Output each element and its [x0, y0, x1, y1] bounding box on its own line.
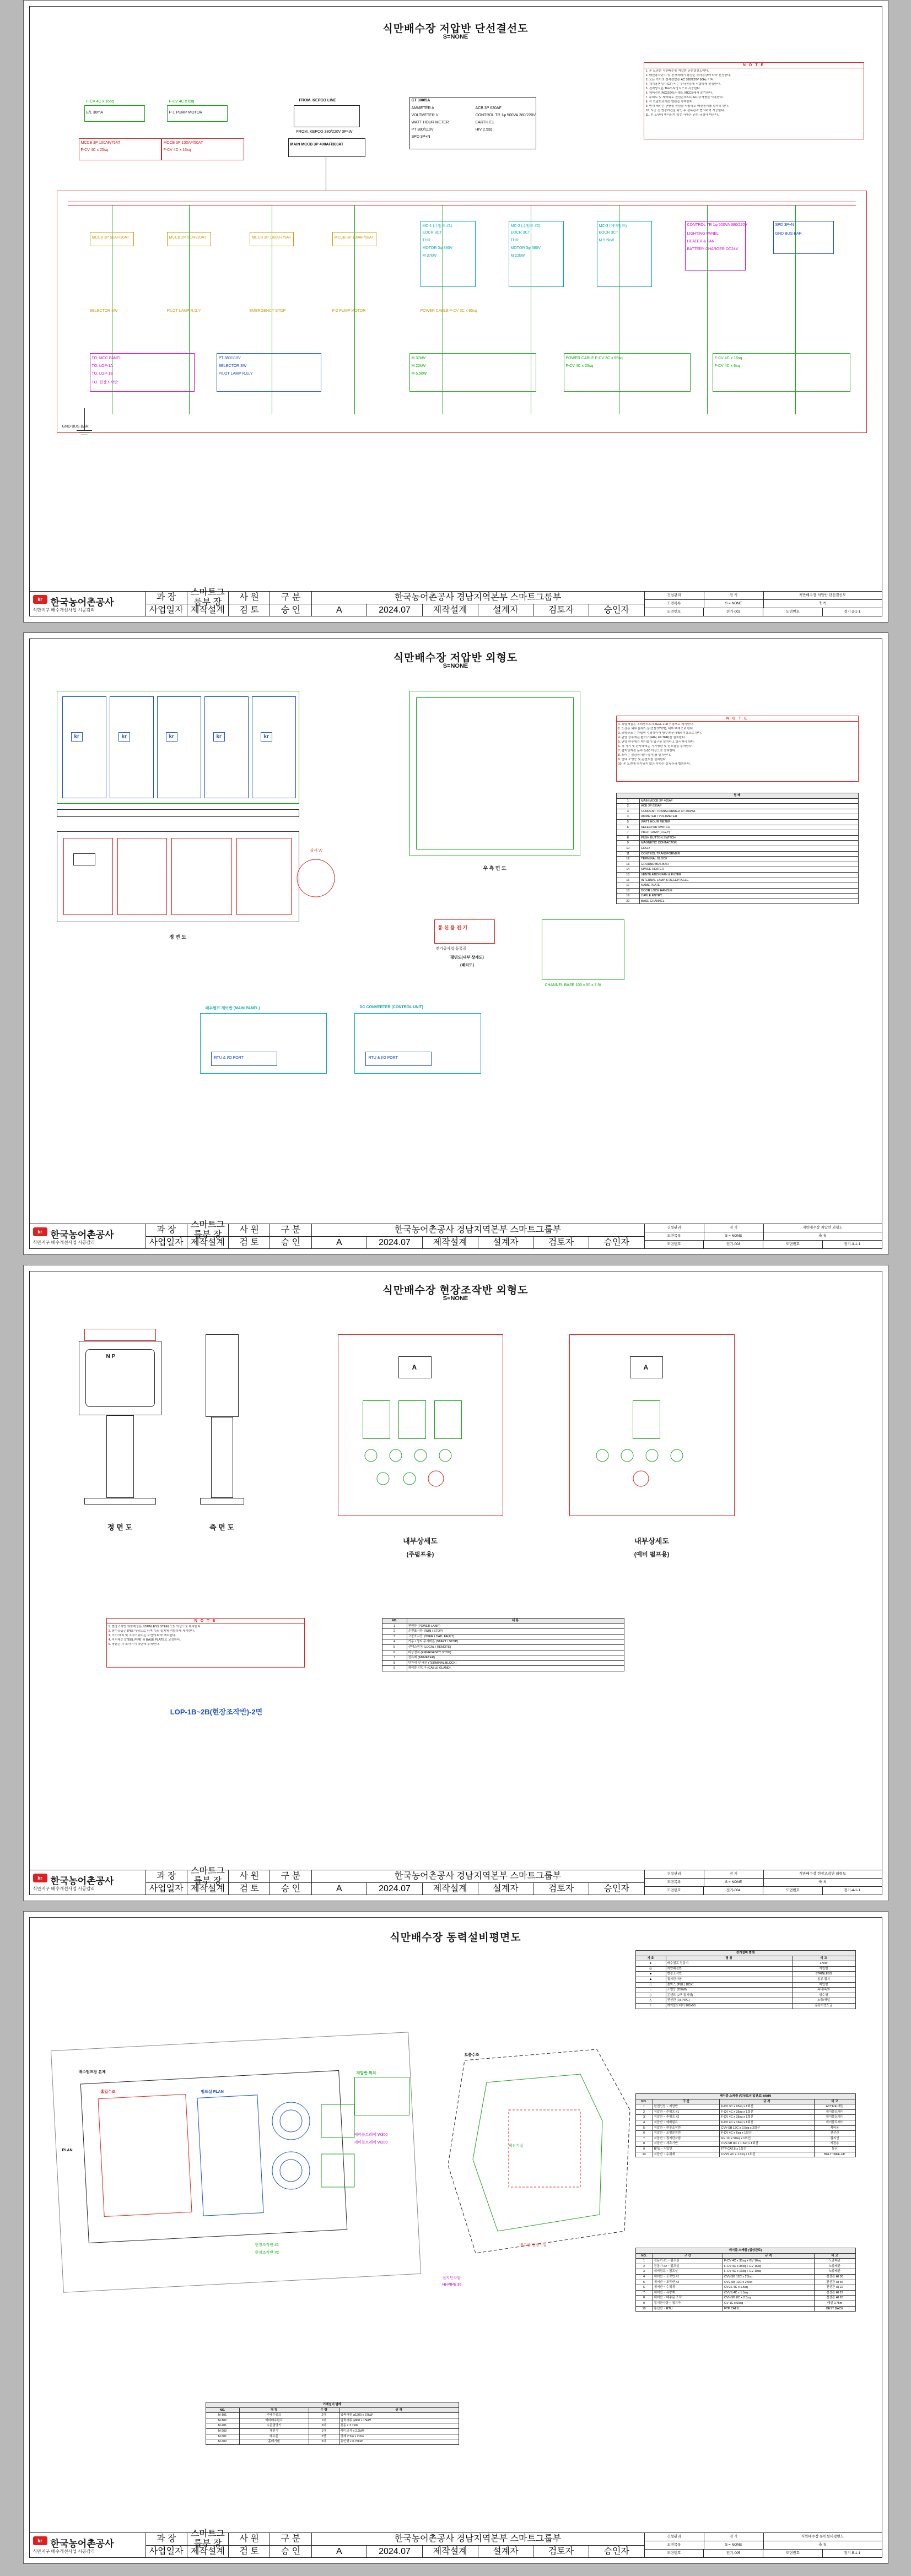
mechanical-legend-table: 기계설비 범례 NO. 명 칭 수 량 규 격 M-101 주배수펌프 2대 입축사류 φ1200 x 37kW M-102 예비배수펌프 1대 입축사류 φ800 x 15kW M-201 수문권양기 2대 전동 x 3.7kW M-202 제진기 1대 레이크식 x 2.2kW M-301 배수문 2면 강재 2.5m x 2.0m M-302 흡배기팬 2대 유인형 x 0.75kW: [206, 2402, 459, 2445]
note-box: N O T E 1. 본 도면은 식만배수장 저압반 단선결선도이다. 2. 배선용차단기 및 전자개폐기 용량은 부하용량에 따라 선정한다. 3. 모든 기기의 정격전압은 AC 380/220V 60Hz 이다. 4. 계기용변성기(CT) 비는 부하전류에 적합하게 선정한다. 5. 접지방식은 TN-C-S 방식으로 시공한다. 6. 제어전원(AC220V)은 별도 MCCB에서 분기한다. 7. 주회로 및 제어회로 전선은 KS C IEC 규격품을 사용한다. 8. 각 인출회로에는 명판을 부착한다. 9. 반내 배선은 난연성 전선을 사용하고 배선정리를 철저히 한다. 10. 시공 전 현장여건을 확인 후 감독관과 협의하여 시공한다. 11. 본 도면에 명시되지 않은 사항은 관련 규정에 따른다.: [644, 62, 864, 139]
approval-grid: 과 장 스마트그룹부 장 사 원 구 분 사업일자 제작설계 검 토 승 인: [146, 1224, 312, 1248]
side-view-body: [206, 1334, 239, 1417]
note-box: N O T E 1. 현장조작반 외함재질은 STAINLESS STEEL 1.5t 이상으로 제작한다. 2. 방수등급은 IP65 이상으로 하며 옥외 설치에 적합하게 제작한다. 3. 기기 배치 및 조작스위치는 도면에 따라 배치한다. 4. 지지대는 STEEL PIPE 및 BASE PLATE로 고정한다. 5. 명판은 각 조작기기 하단에 부착한다.: [106, 1618, 305, 1668]
drawing-info: 건설관리 전 기 식만배수장 현장조작반 외형도 도면목록 S = NONE 축 척 도면번호 전기-004 도면번호 경기-4-1-1: [645, 1870, 882, 1895]
pushbutton-row-main: [354, 1444, 498, 1505]
electrical-stamp: [434, 919, 495, 944]
kr-logo-mark: kr: [33, 2536, 47, 2545]
pump-room: [197, 2095, 263, 2216]
side-view-base: [200, 1498, 244, 1505]
page-title: 식만배수장 현장조작반 외형도: [382, 1285, 529, 1296]
note-box: N O T E 1. 외함재질은 옥외형으로 STEEL 2.3t 이상으로 제작한다. 2. 도장은 외부 분체도장(먼셀 5Y7/1), 내부 백색으로 한다. 3. 외함구조는 자립형 옥외형이며 방수/방진 IP54 이상으로 한다. 4. 판넬 상부에는 환기구(FAN, FILTER)를 설치한다. 5. 판넬 하부에는 케이블 인입구를 설치하고 방서처리 한다. 6. 각 기기 및 단자대에는 기기명판 및 번호찰을 부착한다. 7. 접지단자는 동바 6x50 이상으로 설치한다. 8. 도어는 잠금장치(키 방식)를 설치한다. 9. 반내 조명등 및 콘센트를 설치한다. 10. 본 도면에 명시되지 않은 사항은 감독관과 협의한다.: [616, 716, 859, 782]
page-subtitle: S=NONE: [443, 34, 468, 40]
page-title: 식만배수장 저압반 단선결선도: [382, 23, 529, 35]
electrical-legend-table: 전기설비 범례 기 호 명 칭 비 고 ● 배수펌프 전동기 37kW ◎ 저압배전반 자립형 ■ 현장조작반 STAINLESS ▲ 접지단자함 동봉 접지 □ 풀박스 (PULL BOX) 매입형 ○ 조명등 (250W) 옥내/옥외 ◇ 콘센트 (2구 접지형) 방수형 △ 전선관 (HI-PIPE) 노출/매입 ＋ 케이블트레이 100x50 용융아연도금: [635, 1950, 856, 2009]
approval-grid: 과 장 스마트그룹부 장 사 원 구 분 사업일자 제작설계 검 토 승 인: [146, 2533, 312, 2557]
dept-and-revision: 한국농어촌공사 경남지역본부 스마트그룹부 A 2024.07 제작설계 설계자 검토자 승인자: [312, 2533, 645, 2557]
bottom-detail-3: [409, 353, 536, 392]
front-view-stand: [106, 1415, 134, 1498]
front-view-door: [85, 1349, 155, 1407]
page-subtitle: S=NONE: [443, 1295, 468, 1302]
title-block: [29, 1220, 882, 1249]
indicator-column-main-1: [363, 1400, 390, 1439]
side-view-stand: [211, 1417, 233, 1498]
side-view-inner: [416, 697, 574, 849]
drawing-info: 건설관리 전 기 저만배수장 저압반 외형도 도면목록 S = NONE 축 척 도면번호 전기-003 도면번호 경기-3-1-1: [645, 1224, 882, 1248]
page-title: 식만배수장 동력설비평면도: [390, 1932, 521, 1944]
page-subtitle: S=NONE: [443, 663, 468, 669]
pushbutton-row-spare: [586, 1444, 729, 1505]
cubicle-4: [204, 696, 249, 798]
company-logo: kr 한국농어촌공사 식만지구 배수개선사업 시공감리: [30, 2533, 146, 2557]
plan-section-3: [171, 838, 232, 915]
detail-circle-marker: [283, 856, 349, 906]
company-logo: kr 한국농어촌공사 식만지구 배수개선사업 시공감리: [30, 592, 146, 616]
page-title: 식만배수장 저압반 외형도: [393, 652, 518, 664]
incoming-block: [294, 105, 360, 127]
cubicle-2: [110, 696, 154, 798]
cubicle-5: [252, 696, 296, 798]
front-view-base: [84, 1498, 156, 1505]
company-logo: kr 한국농어촌공사 식만지구 배수개선사업 시공감리: [30, 1224, 146, 1248]
drawing-info: 건설관리 전 기 저만배수장 저압반 단선결선도 도면목록 S = NONE 축 척 도면번호 전기-002 도면번호 경기-2-1-1: [645, 592, 882, 616]
cubicle-3: [157, 696, 201, 798]
lv-panel-location: [354, 2077, 409, 2115]
indicator-column-main-3: [434, 1400, 462, 1439]
meter-device: [73, 853, 95, 865]
legend-table: 범 례 1 MAIN MCCB 3P 400AF 2 ACB 3P 630AF 3 CURRENT TRANSFORMER CT 300/5A 4 AMMETER / VOLTMETER 5 WATT HOUR METER 6 SELECTOR SWITCH 7 PILOT LAMP (R,G,Y) 8 PUSH BUTTON SWITCH 9 MAGNETIC CONTACTOR 10 EOCR 11 CONTROL TRANSFORMER 12 TERMINAL BLOCK 13 GROUND BUS BAR 14 SPACE HEATER 15 VENTILATION FAN & FILTER 16 INTERNAL LAMP & RECEPTACLE 17 NAME PLATE 18 DOOR LOCK HANDLE 19 CABLE ENTRY 20 BASE CHANNEL: [616, 793, 859, 904]
front-view-top-cap: [84, 1329, 156, 1341]
note-list: 1. 현장조작반 외함재질은 STAINLESS STEEL 1.5t 이상으로 제작한다. 2. 방수등급은 IP65 이상으로 하며 옥외 설치에 적합하게 제작한다. 3. 기기 배치 및 조작스위치는 도면에 따라 배치한다. 4. 지지대는 STEEL PIPE 및 BASE PLATE로 고정한다. 5. 명판은 각 조작기기 하단에 부착한다.: [108, 1625, 202, 1646]
sheet-power-layout-plan: 식만배수장 동력설비평면도 전기설비 범례 기 호 명 칭 비 고 ● 배수펌프 전동기 37kW ◎ 저압배전반 자립형 ■ 현장조작반 STAINLESS ▲ 접지단자함 동봉 접지 □ 풀박스 (PULL BOX) 매입형 ○ 조명등 (250W) 옥내/옥외 ◇ 콘센트 (2구 접지형) 방수형 △ 전선관 (HI-PIPE) 노출/매입 ＋ 케이블트레이 100x50 용융아연도금 케이블 스케쥴 (입상로/인입관로)-MAIN NO. 구 간 규 격 비 고 1 한전인입 ~ 저압반 F-CV 3C x 95sq x 1회선 ACTIVE 매입 2 저압반 ~ 주펌프 #1 F-CV 4C x 35sq x 1회선 케이블트레이 3 저압반 ~ 주펌프 #2 F-CV 4C x 35sq x 1회선 케이블트레이 4 저압반 ~ 예비펌프 F-CV 4C x 16sq x 1회선 케이블트레이 5 저압반 ~ 현장조작반 CVV-SB 12C x 2.5sq x 2회선 제어용 6 저압반 ~ 조명분전반 F-CV 4C x 6sq x 1회선 전선관 7 저압반 ~ 접지단자함 GV 1C x 50sq x 1회선 접지선 8 저압반 ~ 계측기반 CVV-SB 8C x 1.5sq x 1회선 계장용 9 RTU ~ 저압반 FTP CAT.6 x 1회선 통신 10 저압반 ~ 수위계 CVVS 4C x 1.5sq x 1회선 BELT TAKE-UP 케이블 스케쥴 (입상관로) NO. 구 간 규 격 비 고 1 전동기 #1 ~ 펌프실 F-CV 4C x 35sq + GV 16sq 노출배관 2 전동기 #2 ~ 펌프실 F-CV 4C x 35sq + GV 16sq 노출배관 3 예비펌프 ~ 펌프실 F-CV 4C x 16sq + GV 10sq 노출배관 4 제어반 ~ 조작반 #1 CVV-SB 12C x 2.5sq 전선관 HI 36 5 제어반 ~ 조작반 #2 CVV-SB 12C x 2.5sq 전선관 HI 36 6 제어반 ~ 수위계 CVVS 4C x 1.5sq 전선관 HI 22 7 제어반 ~ 유량계 CVVS 4C x 1.5sq 전선관 HI 22 8 제어반 ~ 배수문 조작 CVV-SB 8C x 2.5sq 전선관 HI 28 9 접지단자함 ~ 접지극 GV 1C x 50sq 매설 0.75m 10 통신반 ~ RTU FTP CAT.6 BEST BACK 기계설비 범례 NO. 명 칭 수 량 규 격 M-101 주배수펌프 2대 입축사류 φ1200 x 37kW M-102 예비배수펌프 1대 입축사류 φ800 x 15kW M-201 수문권양기 2대 전동 x 3.7kW M-202 제진기 1대 레이크식 x 2.2kW M-301 배수문 2면 강재 2.5m x 2.0m M-302 흡배기팬 2대 유인형 x 0.75kW 저압반 위치 흡입수조 펌프실 PLAN 배수펌프장 본체 케이블트레이 W300 케이블트레이 W200 현장조작반 #1 현장조작반 #2 PLAN 토출수조 제진기실 배수문 권양기실 접지단자함 HI-PIPE 36 kr 한국농어촌공사 식만지구 배수개선사업 시공감리 과 장 스마트그룹부 장 사 원 구 분 사업일자 제작설계 검 토 승 인 한국농어촌공사 경남지역본부 스마트그룹부 A 2024.07 제작설계 설계자 검토자 승인자 건설관리 전 기 식만배수장 동력설비평면도 도면목록 S = NONE 축 척 도면번호 전기-005 도면번호 경기-5-1-1: [23, 1911, 888, 2564]
dept-and-revision: 한국농어촌공사 경남지역본부 스마트그룹부 A 2024.07 제작설계 설계자 검토자 승인자: [312, 1224, 645, 1248]
plan-section-2: [117, 838, 167, 915]
drawing-info: 건설관리 전 기 식만배수장 동력설비평면도 도면목록 S = NONE 축 척 도면번호 전기-005 도면번호 경기-5-1-1: [645, 2533, 882, 2557]
detail-a-box: [542, 919, 624, 980]
base-channel: [57, 809, 299, 817]
note-list: 1. 외함재질은 옥외형으로 STEEL 2.3t 이상으로 제작한다. 2. 도장은 외부 분체도장(먼셀 5Y7/1), 내부 백색으로 한다. 3. 외함구조는 자립형 옥외형이며 방수/방진 IP54 이상으로 한다. 4. 판넬 상부에는 환기구(FAN, FILTER)를 설치한다. 5. 판넬 하부에는 케이블 인입구를 설치하고 방서처리 한다. 6. 각 기기 및 단자대에는 기기명판 및 번호찰을 부착한다. 7. 접지단자는 동바 6x50 이상으로 설치한다. 8. 도어는 잠금장치(키 방식)를 설치한다. 9. 반내 조명등 및 콘센트를 설치한다. 10. 본 도면에 명시되지 않은 사항은 감독관과 협의한다.: [618, 723, 702, 766]
kr-brand-3: kr: [166, 732, 177, 742]
kr-logo-mark: kr: [33, 595, 47, 604]
cable-schedule-riser-table: 케이블 스케쥴 (입상관로) NO. 구 간 규 격 비 고 1 전동기 #1 ~ 펌프실 F-CV 4C x 35sq + GV 16sq 노출배관 2 전동기 #2 ~ 펌프실 F-CV 4C x 35sq + GV 16sq 노출배관 3 예비펌프 ~ 펌프실 F-CV 4C x 16sq + GV 10sq 노출배관 4 제어반 ~ 조작반 #1 CVV-SB 12C x 2.5sq 전선관 HI 36 5 제어반 ~ 조작반 #2 CVV-SB 12C x 2.5sq 전선관 HI 36 6 제어반 ~ 수위계 CVVS 4C x 1.5sq 전선관 HI 22 7 제어반 ~ 유량계 CVVS 4C x 1.5sq 전선관 HI 22 8 제어반 ~ 배수문 조작 CVV-SB 8C x 2.5sq 전선관 HI 28 9 접지단자함 ~ 접지극 GV 1C x 50sq 매설 0.75m 10 통신반 ~ RTU FTP CAT.6 BEST BACK: [635, 2248, 856, 2312]
panel-label: LOP-1B~2B(현장조작반)-2면: [170, 1708, 263, 1716]
dept-and-revision: 한국농어촌공사 경남지역본부 스마트그룹부 A 2024.07 제작설계 설계자 검토자 승인자: [312, 592, 645, 616]
approval-grid: 과 장 스마트그룹부 장 사 원 구 분 사업일자 제작설계 검 토 승 인: [146, 592, 312, 616]
discharge-area-plan: [443, 2044, 641, 2275]
title-block: [29, 2529, 882, 2558]
cubicle-1: [62, 696, 106, 798]
sheet-single-line-diagram: 식만배수장 저압반 단선결선도 S=NONE N O T E 1. 본 도면은 식만배수장 저압반 단선결선도이다. 2. 배선용차단기 및 전자개폐기 용량은 부하용량에 따라 선정한다. 3. 모든 기기의 정격전압은 AC 380/220V 60Hz 이다. 4. 계기용변성기(CT) 비는 부하전류에 적합하게 선정한다. 5. 접지방식은 TN-C-S 방식으로 시공한다. 6. 제어전원(AC220V)은 별도 MCCB에서 분기한다. 7. 주회로 및 제어회로 전선은 KS C IEC 규격품을 사용한다. 8. 각 인출회로에는 명판을 부착한다. 9. 반내 배선은 난연성 전선을 사용하고 배선정리를 철저히 한다. 10. 시공 전 현장여건을 확인 후 감독관과 협의하여 시공한다. 11. 본 도면에 명시되지 않은 사항은 관련 규정에 따른다. FROM. KEPCO LINE FROM. KEPCO 380/220V 3P4W MAIN MCCB 3P 400AF/300AT F-CV 4C x 16sq E/L 30mA F-CV 4C x 6sq P-1 PUMP MOTOR MCCB 3P 100AF/75AT F-CV 4C x 25sq MCCB 3P 100AF/50AT F-CV 4C x 16sq CT 300/5A AMMETER A VOLTMETER V WATT HOUR METER PT 380/110V SPD 3P+N ACB 3P 630AF CONTROL TR 1φ 500VA 380/220V EARTH E1 HIV 2.5sq MCCB 3P 50AF/30AT MCCB 2P 50AF/20AT MCCB 3P 100AF/75AT MCCB 3P 100AF/50AT MC-1 (주펌프 #1) EOCR 3CT THR MOTOR 3φ 380V M 37kW MC-2 (주펌프 #2) EOCR 3CT THR MOTOR 3φ 380V M 22kW MC-3 (예비펌프) EOCR 3CT M 5.5kW CONTROL TR 1φ 500VA 380/220V LIGHTING PANEL HEATER & FAN BATTERY CHARGER DC24V SPD 3P+N GND BUS BAR SELECTOR SW PILOT LAMP R,G,Y EMERGENCY STOP P-2 PUMP MOTOR POWER CABLE F-CV 3C x 95sq TO. MCC PANEL TO. LOP-1A TO. LOP-1B TO. 현장조작반 PT 380/110V SELECTOR SW PILOT LAMP R,G,Y M 37kW M 22kW M 5.5kW POWER CABLE F-CV 3C x 95sq F-CV 4C x 25sq F-CV 4C x 16sq F-CV 4C x 6sq GND BUS BAR kr 한국농어촌공사 식만지구 배수개선사업 시공감리 과 장 스마트그룹부 장 사 원 구 분 사업일자 제작설계 검 토 승 인 한국농어촌공사 경남지역본부 스마트그룹부 A 2024.07 제작설계 설계자 검토자 승인자 건설관리 전 기 저만배수장 저압반 단선결선도 도면목록 S = NONE 축 척 도면번호 전기-002 도면번호 경기-2-1-1: [23, 0, 888, 623]
suction-sump: [98, 2094, 192, 2217]
kr-brand-2: kr: [118, 732, 130, 742]
sheet-panel-outline: 식만배수장 저압반 외형도 S=NONE kr kr kr kr kr 정 면 도 우 측 면 도 상세 'A' N O T E 1. 외함재질은 옥외형으로 STEEL 2.3t 이상으로 제작한다. 2. 도장은 외부 분체도장(먼셀 5Y7/1), 내부 백색으로 한다. 3. 외함구조는 자립형 옥외형이며 방수/방진 IP54 이상으로 한다. 4. 판넬 상부에는 환기구(FAN, FILTER)를 설치한다. 5. 판넬 하부에는 케이블 인입구를 설치하고 방서처리 한다. 6. 각 기기 및 단자대에는 기기명판 및 번호찰을 부착한다. 7. 접지단자는 동바 6x50 이상으로 설치한다. 8. 도어는 잠금장치(키 방식)를 설치한다. 9. 반내 조명등 및 콘센트를 설치한다. 10. 본 도면에 명시되지 않은 사항은 감독관과 협의한다. 범 례 1 MAIN MCCB 3P 400AF 2 ACB 3P 630AF 3 CURRENT TRANSFORMER CT 300/5A 4 AMMETER / VOLTMETER 5 WATT HOUR METER 6 SELECTOR SWITCH 7 PILOT LAMP (R,G,Y) 8 PUSH BUTTON SWITCH 9 MAGNETIC CONTACTOR 10 EOCR 11 CONTROL TRANSFORMER 12 TERMINAL BLOCK 13 GROUND BUS BAR 14 SPACE HEATER 15 VENTILATION FAN & FILTER 16 INTERNAL LAMP & RECEPTACLE 17 NAME PLATE 18 DOOR LOCK HANDLE 19 CABLE ENTRY 20 BASE CHANNEL 통 신 용 전 기 전기공사업 등록증 평면도(내부 상세도) (배치도) CHANNEL BASE 100 x 50 x 7.5t 배수펌프 제어반 (MAIN PANEL) DC CONVERTER (CONTROL UNIT) RTU & I/O PORT RTU & I/O PORT kr 한국농어촌공사 식만지구 배수개선사업 시공감리 과 장 스마트그룹부 장 사 원 구 분 사업일자 제작설계 검 토 승 인 한국농어촌공사 경남지역본부 스마트그룹부 A 2024.07 제작설계 설계자 검토자 승인자 건설관리 전 기 저만배수장 저압반 외형도 도면목록 S = NONE 축 척 도면번호 전기-003 도면번호 경기-3-1-1: [23, 632, 888, 1255]
dept-and-revision: 한국농어촌공사 경남지역본부 스마트그룹부 A 2024.07 제작설계 설계자 검토자 승인자: [312, 1870, 645, 1895]
kr-logo-mark: kr: [33, 1874, 47, 1882]
indicator-column-main-2: [398, 1400, 426, 1439]
lop-legend-table: NO. 내 용 1 전원등 (POWER LAMP) 2 운전표시등 (RUN / STOP) 3 고장표시등 (OVER LOAD, FAULT) 4 기동 / 정지 푸시버튼 (START / STOP) 5 선택스위치 (LOCAL / REMOTE) 6 비상정지 (EMERGENCY STOP) 7 전류계 (AMMETER) 8 단자대 및 배선 (TERMINAL BLOCK) 9 케이블 인입구 (CABLE GLAND): [382, 1618, 624, 1671]
approval-grid: 과 장 스마트그룹부 장 사 원 구 분 사업일자 제작설계 검 토 승 인: [146, 1870, 312, 1895]
kr-brand-1: kr: [71, 732, 83, 742]
title-block: [29, 1866, 882, 1895]
kr-logo-mark: kr: [33, 1227, 47, 1236]
company-logo: kr 한국농어촌공사 식만지구 배수개선사업 시공감리: [30, 1870, 146, 1895]
indicator-column-spare-1: [633, 1400, 660, 1439]
title-block: [29, 588, 882, 616]
note-list: 1. 본 도면은 식만배수장 저압반 단선결선도이다. 2. 배선용차단기 및 전자개폐기 용량은 부하용량에 따라 선정한다. 3. 모든 기기의 정격전압은 AC 380/220V 60Hz 이다. 4. 계기용변성기(CT) 비는 부하전류에 적합하게 선정한다. 5. 접지방식은 TN-C-S 방식으로 시공한다. 6. 제어전원(AC220V)은 별도 MCCB에서 분기한다. 7. 주회로 및 제어회로 전선은 KS C IEC 규격품을 사용한다. 8. 각 인출회로에는 명판을 부착한다. 9. 반내 배선은 난연성 전선을 사용하고 배선정리를 철저히 한다. 10. 시공 전 현장여건을 확인 후 감독관과 협의하여 시공한다. 11. 본 도면에 명시되지 않은 사항은 관련 규정에 따른다.: [645, 69, 731, 117]
control-tr-block: [685, 221, 746, 270]
kr-brand-5: kr: [261, 732, 272, 742]
plan-section-1: [63, 838, 113, 915]
main-mccb-block: [288, 138, 365, 157]
sheet-local-operation-panel: 식만배수장 현장조작반 외형도 S=NONE N P 정 면 도 측 면 도 A 내부상세도 (주펌프용) A 내부상세도 (예비 펌프용) N O T E 1. 현장조작반 외함재질은 STAINLESS STEEL 1.5t 이상으로 제작한다. 2. 방수등급은 IP65 이상으로 하며 옥외 설치에 적합하게 제작한다. 3. 기기 배치 및 조작스위치는 도면에 따라 배치한다. 4. 지지대는 STEEL PIPE 및 BASE PLATE로 고정한다. 5. 명판은 각 조작기기 하단에 부착한다. NO. 내 용 1 전원등 (POWER LAMP) 2 운전표시등 (RUN / STOP) 3 고장표시등 (OVER LOAD, FAULT) 4 기동 / 정지 푸시버튼 (START / STOP) 5 선택스위치 (LOCAL / REMOTE) 6 비상정지 (EMERGENCY STOP) 7 전류계 (AMMETER) 8 단자대 및 배선 (TERMINAL BLOCK) 9 케이블 인입구 (CABLE GLAND) LOP-1B~2B(현장조작반)-2면 kr 한국농어촌공사 식만지구 배수개선사업 시공감리 과 장 스마트그룹부 장 사 원 구 분 사업일자 제작설계 검 토 승 인 한국농어촌공사 경남지역본부 스마트그룹부 A 2024.07 제작설계 설계자 검토자 승인자 건설관리 전 기 식만배수장 현장조작반 외형도 도면목록 S = NONE 축 척 도면번호 전기-004 도면번호 경기-4-1-1: [23, 1265, 888, 1901]
cable-schedule-main-table: 케이블 스케쥴 (입상로/인입관로)-MAIN NO. 구 간 규 격 비 고 1 한전인입 ~ 저압반 F-CV 3C x 95sq x 1회선 ACTIVE 매입 2 저압반 ~ 주펌프 #1 F-CV 4C x 35sq x 1회선 케이블트레이 3 저압반 ~ 주펌프 #2 F-CV 4C x 35sq x 1회선 케이블트레이 4 저압반 ~ 예비펌프 F-CV 4C x 16sq x 1회선 케이블트레이 5 저압반 ~ 현장조작반 CVV-SB 12C x 2.5sq x 2회선 제어용 6 저압반 ~ 조명분전반 F-CV 4C x 6sq x 1회선 전선관 7 저압반 ~ 접지단자함 GV 1C x 50sq x 1회선 접지선 8 저압반 ~ 계측기반 CVV-SB 8C x 1.5sq x 1회선 계장용 9 RTU ~ 저압반 FTP CAT.6 x 1회선 통신 10 저압반 ~ 수위계 CVVS 4C x 1.5sq x 1회선 BELT TAKE-UP: [635, 2093, 856, 2157]
kr-brand-4: kr: [213, 732, 225, 742]
